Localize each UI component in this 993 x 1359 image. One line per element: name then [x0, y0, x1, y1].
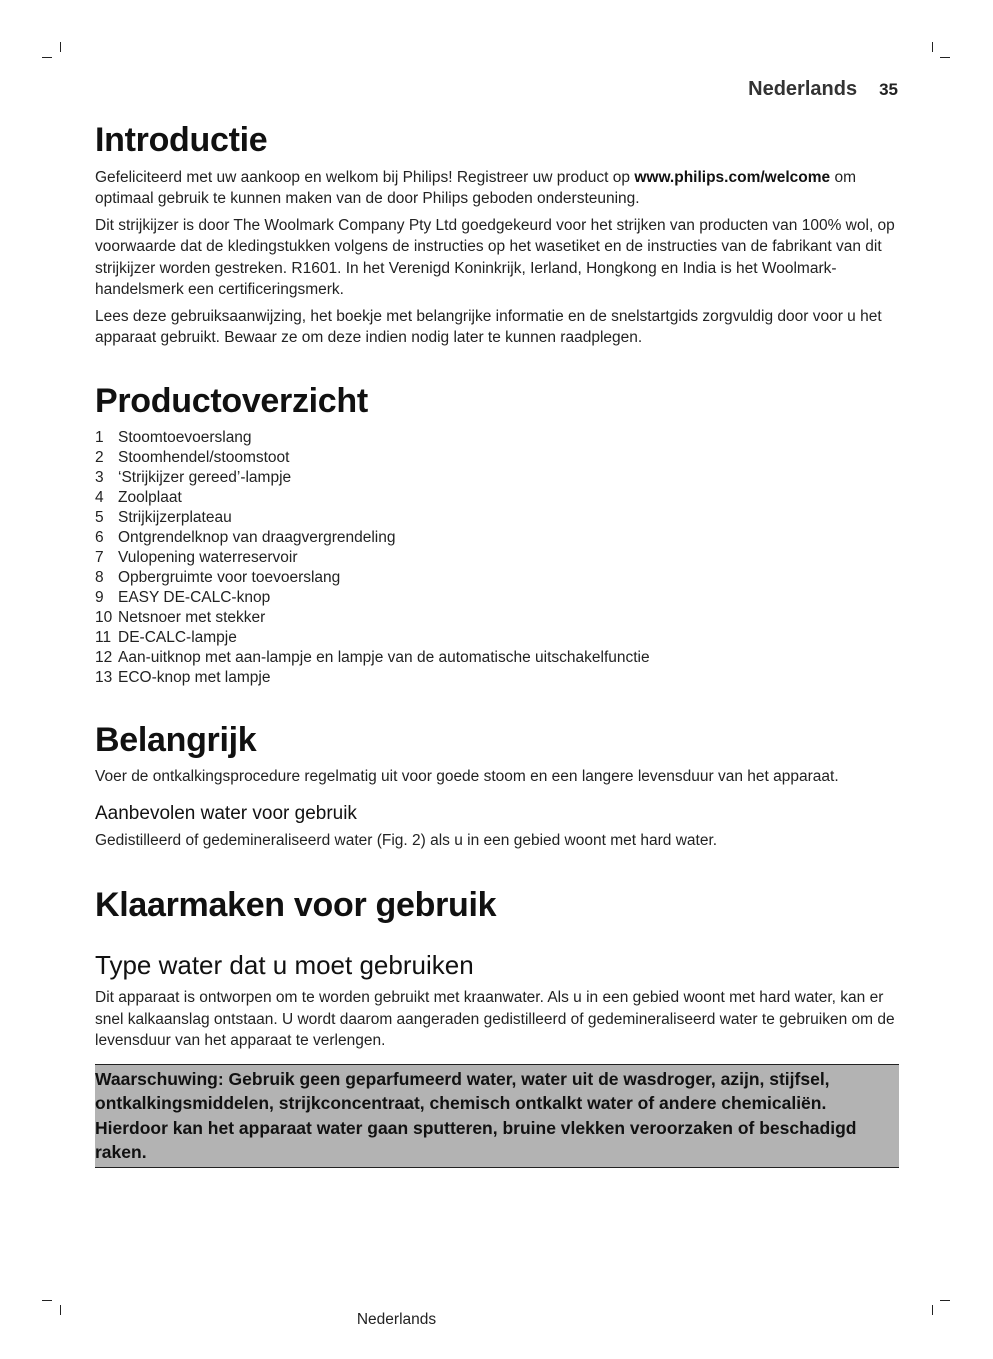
- list-item: [95, 608, 899, 628]
- intro-paragraph-1: [95, 167, 899, 210]
- belangrijk-title: Belangrijk: [95, 720, 257, 759]
- item-label: ‘Strijkijzer gereed’-lampje: [118, 468, 292, 486]
- intro-p1-text: Gefeliciteerd met uw aankoop en welkom bij Philips! Registreer uw product op: [95, 168, 635, 186]
- list-item: [95, 668, 899, 688]
- water-type-paragraph: Dit apparaat is ontworpen om te worden gebruikt met kraanwater. Als u in een gebied woont met hard water, kan er snel kalkaanslag ontstaan. U wordt daarom aangeraden gedistilleerd of gedemineraliseerd water te gebruiken om de levensduur van het apparaat te verlengen.: [95, 989, 895, 1050]
- item-number: 4: [95, 488, 104, 506]
- crop-mark: [932, 42, 933, 52]
- item-label: Stoomhendel/stoomstoot: [118, 448, 290, 466]
- item-label: Zoolplaat: [118, 488, 182, 506]
- list-item: [95, 488, 899, 508]
- page-content: [95, 120, 899, 1168]
- page-footer: Nederlands: [356, 1311, 437, 1328]
- list-item: [95, 528, 899, 548]
- item-label: Opbergruimte voor toevoerslang: [118, 568, 341, 586]
- list-item: [95, 448, 899, 468]
- list-item: [95, 468, 899, 488]
- philips-welcome-link[interactable]: www.philips.com/welcome: [634, 168, 831, 186]
- list-item: [95, 508, 899, 528]
- belangrijk-section: [95, 720, 899, 852]
- page-header: [748, 78, 898, 101]
- item-label: Vulopening waterreservoir: [118, 548, 298, 566]
- list-item: [95, 428, 899, 448]
- item-number: 11: [95, 628, 112, 646]
- crop-mark: [940, 57, 950, 58]
- header-language: Nederlands: [748, 78, 858, 100]
- intro-paragraph-2: Dit strijkijzer is door The Woolmark Company Pty Ltd goedgekeurd voor het strijken van producten van 100% wol, op voorwaarde dat de kledingstukken volgens de instructies op het wasetiket en de instructies van de fabrikant van dit strijkijzer worden gestreken. R1601. In het Verenigd Koninkrijk, Ierland, Hongkong en India is het Woolmark-handelsmerk een certificeringsmerk.: [95, 216, 895, 299]
- product-title: Productoverzicht: [95, 381, 368, 420]
- warning-box: [95, 1064, 899, 1168]
- item-number: 3: [95, 468, 104, 486]
- list-item: [95, 648, 899, 668]
- list-item: [95, 628, 899, 648]
- list-item: [95, 588, 899, 608]
- crop-mark: [60, 42, 61, 52]
- item-label: ECO-knop met lampje: [118, 668, 271, 686]
- item-number: 2: [95, 448, 104, 466]
- product-list: [95, 428, 899, 688]
- item-label: Aan-uitknop met aan-lampje en lampje van de automatische uitschakelfunctie: [118, 648, 650, 666]
- item-number: 12: [95, 648, 113, 666]
- intro-paragraph-3: Lees deze gebruiksaanwijzing, het boekje met belangrijke informatie en de snelstartgids zorgvuldig door voor u het apparaat gebruikt. Bewaar ze om deze indien nodig later te kunnen raadplegen.: [95, 307, 882, 347]
- item-number: 9: [95, 588, 104, 606]
- product-section: [95, 381, 899, 688]
- intro-p1-text-end: om optimaal gebruik te kunnen maken van de door Philips geboden ondersteuning.: [95, 168, 856, 208]
- page-number: 35: [879, 80, 898, 99]
- item-number: 1: [95, 428, 104, 446]
- item-label: DE-CALC-lampje: [118, 628, 237, 646]
- item-number: 6: [95, 528, 104, 546]
- intro-section: [95, 120, 899, 349]
- item-label: EASY DE-CALC-knop: [118, 588, 271, 606]
- item-label: Stoomtoevoerslang: [118, 428, 252, 446]
- item-label: Netsnoer met stekker: [118, 608, 266, 626]
- crop-mark: [940, 1300, 950, 1301]
- warning-text: Waarschuwing: Gebruik geen geparfumeerd water, water uit de wasdroger, azijn, stijfsel, ontkalkingsmiddelen, strijkconcentraat, chemisch ontkalkt water of andere chemicaliën. Hierdoor kan het apparaat water gaan sputteren, bruine vlekken veroorzaken of beschadigd raken.: [95, 1068, 857, 1163]
- item-number: 10: [95, 608, 113, 626]
- item-label: Strijkijzerplateau: [118, 508, 232, 526]
- item-number: 5: [95, 508, 104, 526]
- item-label: Ontgrendelknop van draagvergrendeling: [118, 528, 396, 546]
- item-number: 7: [95, 548, 104, 566]
- crop-mark: [42, 1300, 52, 1301]
- crop-mark: [932, 1305, 933, 1315]
- item-number: 13: [95, 668, 113, 686]
- recommended-water-subtitle: Aanbevolen water voor gebruik: [95, 802, 357, 824]
- list-item: [95, 568, 899, 588]
- belangrijk-paragraph: Voer de ontkalkingsprocedure regelmatig uit voor goede stoom en een langere levensduur van het apparaat.: [95, 768, 839, 786]
- klaar-title: Klaarmaken voor gebruik: [95, 886, 497, 925]
- list-item: [95, 548, 899, 568]
- water-type-subtitle: Type water dat u moet gebruiken: [95, 949, 474, 980]
- klaar-section: [95, 885, 899, 1167]
- item-number: 8: [95, 568, 104, 586]
- intro-title: Introductie: [95, 121, 268, 159]
- recommended-water-paragraph: Gedistilleerd of gedemineraliseerd water (Fig. 2) als u in een gebied woont met hard water.: [95, 831, 718, 849]
- crop-mark: [42, 57, 52, 58]
